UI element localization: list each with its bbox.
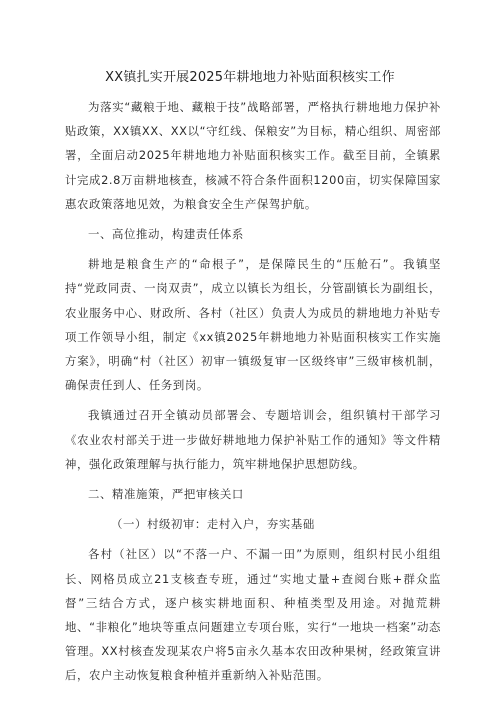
section-1-paragraph-2: 我镇通过召开全镇动员部署会、专题培训会，组织镇村干部学习《农业农村部关于进一步做好耕地地力保护补贴工作的通知》等文件精神，强化政策理解与执行能力，筑牢耕地保护思想防线。 (65, 408, 441, 471)
section-heading-1: 一、高位推动，构建责任体系 (88, 227, 244, 242)
intro-paragraph: 为落实“藏粮于地、藏粮于技”战略部署，严格执行耕地地力保护补贴政策，XX镇XX、XX以“守红线、保粮安”为目标，精心组织、周密部署，全面启动2025年耕地地力补贴面积核实工作。截至目前，全镇累计完成2.8万亩耕地核查，核减不符合条件面积1200亩，切实保障国家惠农政策落地见效，为粮食安全生产保驾护航。 (65, 100, 441, 211)
subsection-heading-1: （一）村级初审：走村入户，夯实基础 (111, 517, 315, 532)
subsection-1-paragraph: 各村（社区）以“不落一户、不漏一田”为原则，组织村民小组组长、网格员成立21支核查专班，通过“实地丈量+查阅台账+群众监督”三结合方式，逐户核实耕地面积、种植类型及用途。对抛荒耕地、“非粮化”地块等重点问题建立专项台账，实行“一地块一档案”动态管理。XX村核查发现某农户将5亩永久基本农田改种果树，经政策宣讲后，农户主动恢复粮食种植并重新纳入补贴范围。 (65, 547, 441, 683)
section-1-paragraph-1: 耕地是粮食生产的“命根子”，是保障民生的“压舱石”。我镇坚持“党政同责、一岗双责”，成立以镇长为组长，分管副镇长为副组长，农业服务中心、财政所、各村（社区）负责人为成员的耕地地力补贴专项工作领导小组，制定《xx镇2025年耕地地力补贴面积核实工作实施方案》，明确“村（社区）初审一镇级复审一区级终审”三级审核机制，确保责任到人、任务到岗。 (65, 257, 441, 393)
document-body (65, 95, 441, 688)
document-title: XX镇扎实开展2025年耕地地力补贴面积核实工作 (105, 70, 395, 85)
section-heading-2: 二、精准施策，严把审核关口 (88, 487, 244, 502)
